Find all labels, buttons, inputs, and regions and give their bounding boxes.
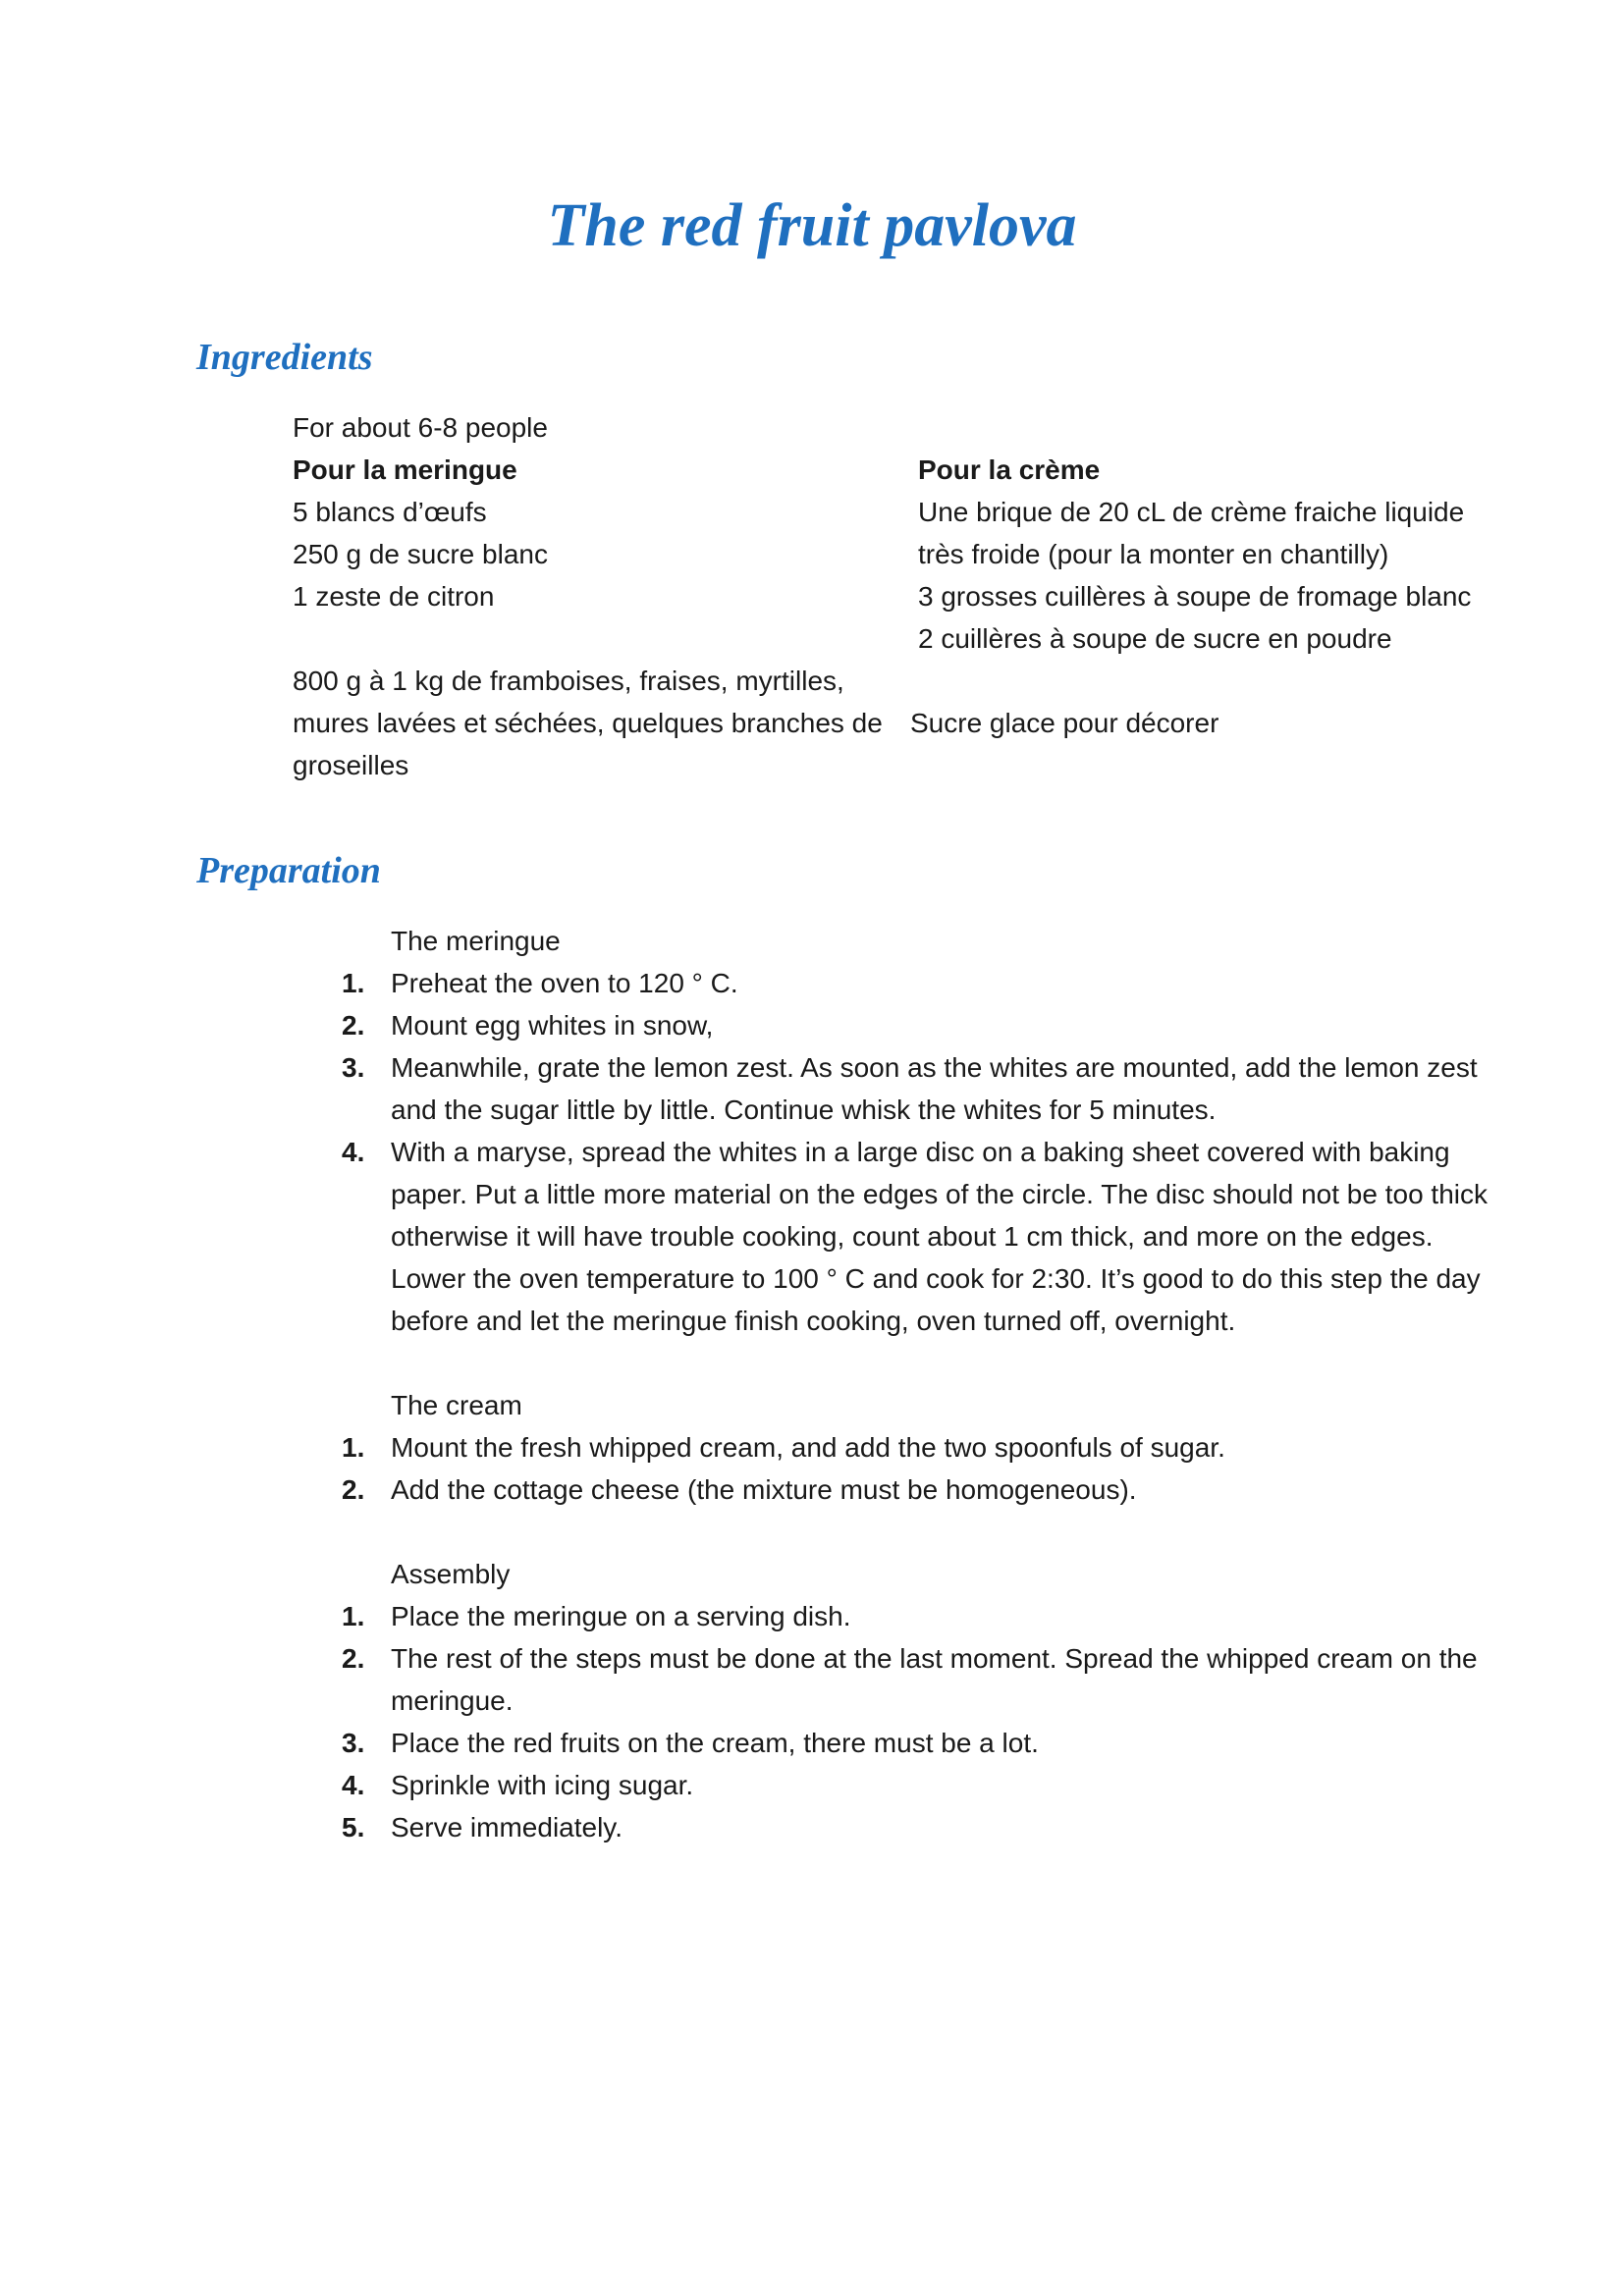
- creme-ingredient: Une brique de 20 cL de crème fraiche liquide: [918, 497, 1465, 527]
- assembly-step: Place the meringue on a serving dish.: [391, 1601, 851, 1631]
- creme-ingredient: 2 cuillères à soupe de sucre en poudre: [918, 623, 1392, 654]
- assembly-step: Place the red fruits on the cream, there must be a lot.: [391, 1728, 1039, 1758]
- step-number: 2.: [342, 1010, 365, 1041]
- step-number: 1.: [342, 1432, 365, 1463]
- page-title: The red fruit pavlova: [547, 192, 1077, 259]
- cream-steps-label: The cream: [391, 1390, 522, 1420]
- preparation-heading: Preparation: [196, 850, 381, 891]
- meringue-steps-label: The meringue: [391, 926, 561, 956]
- assembly-step: The rest of the steps must be done at the last moment. Spread the whipped cream on the meringue.: [391, 1643, 1478, 1716]
- assembly-steps-label: Assembly: [391, 1559, 511, 1589]
- step-number: 3.: [342, 1728, 365, 1758]
- step-number: 5.: [342, 1812, 365, 1842]
- meringue-step: Preheat the oven to 120 ° C.: [391, 968, 738, 998]
- cream-step: Add the cottage cheese (the mixture must be homogeneous).: [391, 1474, 1137, 1505]
- step-number: 4.: [342, 1770, 365, 1800]
- meringue-step: With a maryse, spread the whites in a large disc on a baking sheet covered with baking paper. Put a little more material on the edges of the circle. The disc should not be too thick otherwise it will have trouble cooking, count about 1 cm thick, and more on the edges. Lower the oven temperature to 100 ° C and cook for 2:30. It’s good to do this step the day before and let the meringue finish cooking, oven turned off, overnight.: [391, 1137, 1489, 1336]
- step-number: 3.: [342, 1052, 365, 1083]
- fruits-ingredient-line: 800 g à 1 kg de framboises, fraises, myrtilles,: [293, 666, 844, 696]
- ingredients-heading: Ingredients: [196, 337, 373, 378]
- step-number: 1.: [342, 968, 365, 998]
- creme-ingredients-heading: Pour la crème: [918, 454, 1101, 485]
- cream-step: Mount the fresh whipped cream, and add the two spoonfuls of sugar.: [391, 1432, 1225, 1463]
- decoration-ingredient: Sucre glace pour décorer: [910, 708, 1219, 738]
- step-number: 2.: [342, 1474, 365, 1505]
- meringue-ingredients-heading: Pour la meringue: [293, 454, 517, 485]
- meringue-ingredient: 5 blancs d’œufs: [293, 497, 487, 527]
- meringue-ingredient: 250 g de sucre blanc: [293, 539, 548, 569]
- assembly-step: Serve immediately.: [391, 1812, 623, 1842]
- fruits-ingredient-line: groseilles: [293, 750, 409, 780]
- creme-ingredient: très froide (pour la monter en chantilly): [918, 539, 1389, 569]
- assembly-step: Sprinkle with icing sugar.: [391, 1770, 694, 1800]
- meringue-ingredient: 1 zeste de citron: [293, 581, 495, 612]
- servings-text: For about 6-8 people: [293, 412, 548, 443]
- step-number: 2.: [342, 1643, 365, 1674]
- meringue-step: Mount egg whites in snow,: [391, 1010, 714, 1041]
- step-number: 4.: [342, 1137, 365, 1167]
- fruits-ingredient-line: mures lavées et séchées, quelques branches de: [293, 708, 883, 738]
- step-number: 1.: [342, 1601, 365, 1631]
- creme-ingredient: 3 grosses cuillères à soupe de fromage blanc: [918, 581, 1472, 612]
- meringue-step: Meanwhile, grate the lemon zest. As soon as the whites are mounted, add the lemon zest and the sugar little by little. Continue whisk the whites for 5 minutes.: [391, 1052, 1478, 1125]
